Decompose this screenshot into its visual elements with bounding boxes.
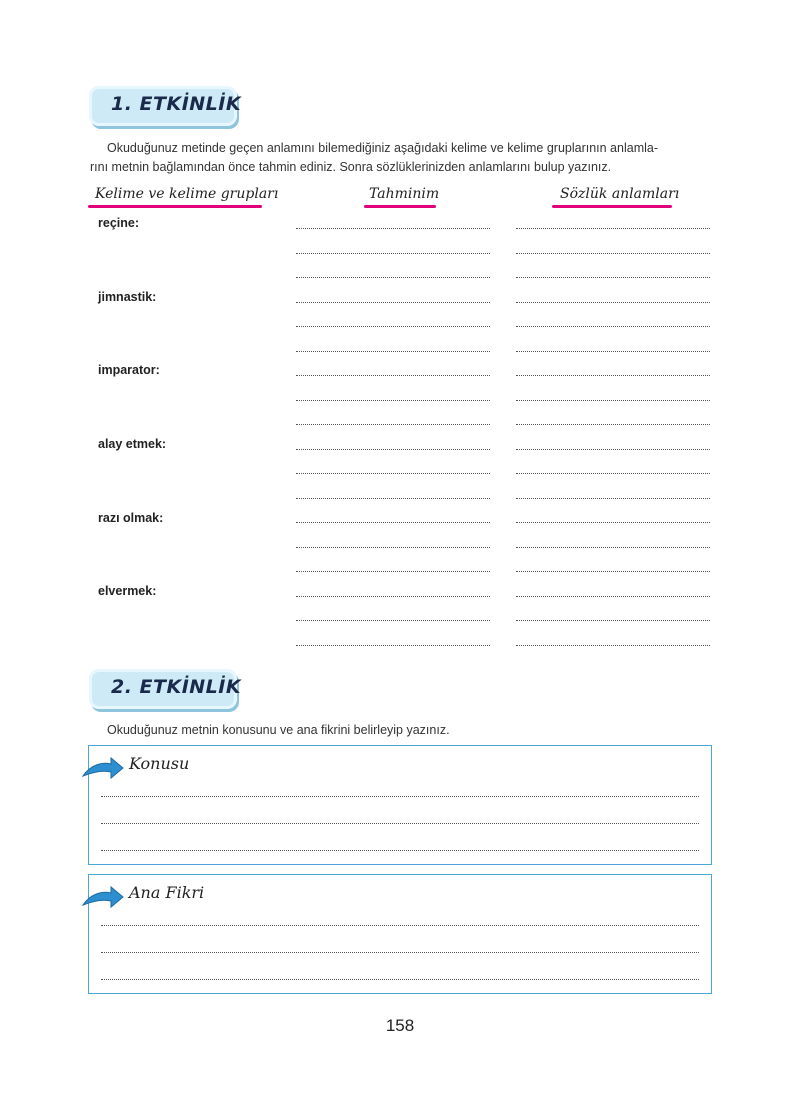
dictionary-answer-line[interactable] [516, 473, 710, 474]
dictionary-answer-line[interactable] [516, 375, 710, 376]
curved-arrow-icon [81, 883, 125, 913]
guess-answer-line[interactable] [296, 522, 490, 523]
column-header-guess: Tahminim [369, 186, 440, 202]
dictionary-answer-line[interactable] [516, 498, 710, 499]
guess-answer-line[interactable] [296, 400, 490, 401]
answer-line[interactable] [101, 850, 699, 851]
guess-answer-line[interactable] [296, 620, 490, 621]
page-number: 158 [385, 1016, 415, 1035]
activity-1-instruction-line2: rını metnin bağlamından önce tahmin ediniz. Sonra sözlüklerinizden anlamlarını bulup yazınız. [90, 160, 612, 174]
dictionary-answer-line[interactable] [516, 228, 710, 229]
guess-answer-line[interactable] [296, 277, 490, 278]
term-label: jimnastik: [98, 290, 157, 304]
dictionary-answer-line[interactable] [516, 547, 710, 548]
answer-line[interactable] [101, 925, 699, 926]
activity-2-instruction: Okuduğunuz metnin konusunu ve ana fikrini belirleyip yazınız. [107, 723, 450, 737]
main-idea-box [88, 874, 712, 994]
guess-answer-line[interactable] [296, 326, 490, 327]
column-header-words: Kelime ve kelime grupları [95, 186, 279, 202]
dictionary-answer-line[interactable] [516, 571, 710, 572]
guess-answer-line[interactable] [296, 351, 490, 352]
guess-answer-line[interactable] [296, 645, 490, 646]
answer-line[interactable] [101, 979, 699, 980]
dictionary-answer-line[interactable] [516, 449, 710, 450]
column-header-words-underline [88, 205, 262, 208]
guess-answer-line[interactable] [296, 424, 490, 425]
dictionary-answer-line[interactable] [516, 522, 710, 523]
term-label: razı olmak: [98, 511, 164, 525]
guess-answer-line[interactable] [296, 571, 490, 572]
guess-answer-line[interactable] [296, 473, 490, 474]
column-header-dictionary-underline [552, 205, 672, 208]
dictionary-answer-line[interactable] [516, 400, 710, 401]
guess-answer-line[interactable] [296, 449, 490, 450]
guess-answer-line[interactable] [296, 596, 490, 597]
term-label: alay etmek: [98, 437, 167, 451]
dictionary-answer-line[interactable] [516, 326, 710, 327]
term-label: reçine: [98, 216, 139, 230]
guess-answer-line[interactable] [296, 375, 490, 376]
curved-arrow-icon [81, 754, 125, 784]
term-label: elvermek: [98, 584, 157, 598]
term-label: imparator: [98, 363, 160, 377]
guess-answer-line[interactable] [296, 498, 490, 499]
topic-title: Konusu [129, 754, 190, 773]
activity-1-instruction-line1: Okuduğunuz metinde geçen anlamını bilemediğiniz aşağıdaki kelime ve kelime gruplarının anlamla- [107, 141, 658, 155]
dictionary-answer-line[interactable] [516, 645, 710, 646]
guess-answer-line[interactable] [296, 302, 490, 303]
guess-answer-line[interactable] [296, 253, 490, 254]
dictionary-answer-line[interactable] [516, 620, 710, 621]
column-header-guess-underline [364, 205, 436, 208]
dictionary-answer-line[interactable] [516, 277, 710, 278]
dictionary-answer-line[interactable] [516, 351, 710, 352]
activity-1-badge [89, 86, 242, 126]
dictionary-answer-line[interactable] [516, 302, 710, 303]
main-idea-title: Ana Fikri [129, 883, 205, 902]
guess-answer-line[interactable] [296, 547, 490, 548]
dictionary-answer-line[interactable] [516, 596, 710, 597]
activity-2-badge [89, 669, 242, 709]
topic-box [88, 745, 712, 865]
dictionary-answer-line[interactable] [516, 424, 710, 425]
column-header-dictionary: Sözlük anlamları [560, 186, 680, 202]
guess-answer-line[interactable] [296, 228, 490, 229]
dictionary-answer-line[interactable] [516, 253, 710, 254]
activity-2-title: 2. ETKİNLİK [111, 676, 242, 698]
activity-1-title: 1. ETKİNLİK [111, 93, 242, 115]
answer-line[interactable] [101, 796, 699, 797]
answer-line[interactable] [101, 823, 699, 824]
answer-line[interactable] [101, 952, 699, 953]
